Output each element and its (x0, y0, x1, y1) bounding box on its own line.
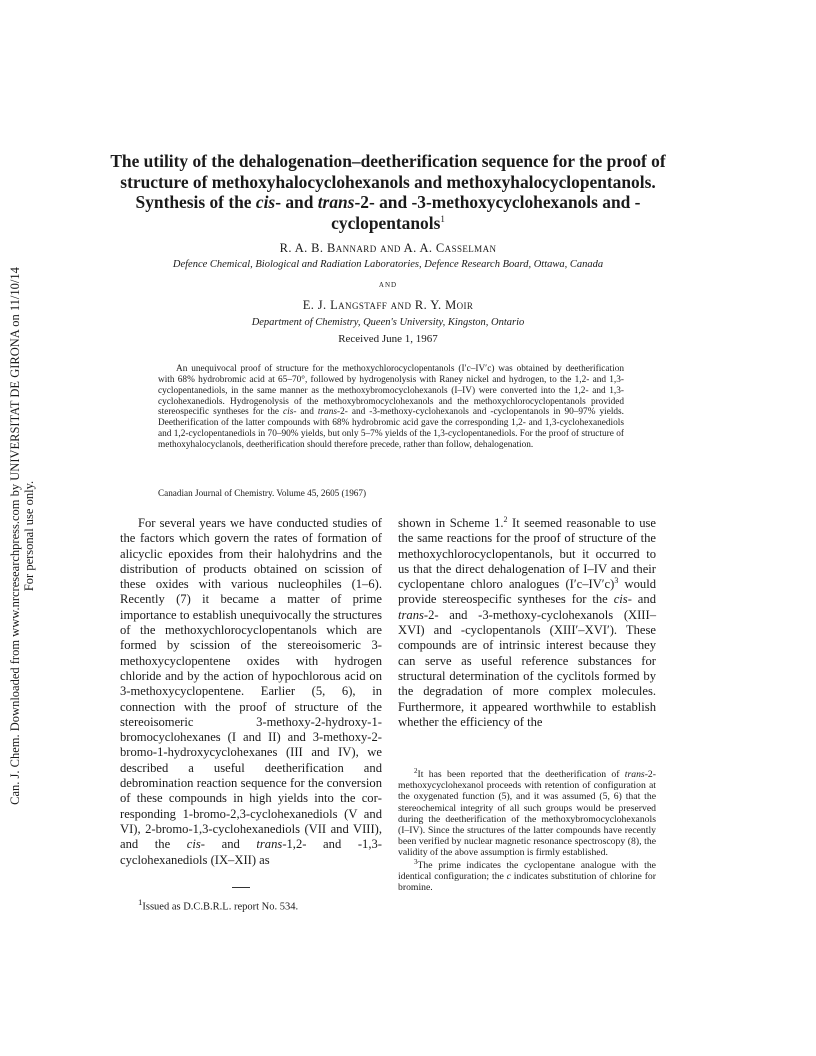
download-notice-line1: Can. J. Chem. Downloaded from www.nrcresearchpress.com by UNIVERSITAT DE GIRONA on 11/10/14 (8, 267, 22, 805)
abstract-text-2: - and (293, 407, 318, 418)
abstract-cis: cis (282, 407, 294, 418)
footnote-2 (398, 766, 656, 859)
journal-citation: Canadian Journal of Chemistry. Volume 45, 2605 (1967) (158, 488, 367, 498)
body-left-text-1: For several years we have conducted studies of the factors which govern the rates of formation of alicyclic epoxides from their halohydrins and the distribution of products obtained on scission of these oxides with various nucleophiles (1–6). Recently (7) it became a matter of prime importance to establish unequivocally the structures of the methoxychlorocyclopentanols which are formed by scission of the stereoisomeric 3-methoxycyclopentene oxides with hydrogen chloride and by the action of hypochlorous acid on 3-methoxycyclopentene. Earlier (5, 6), in connection with the proof of structure of the stereoisomeric 3-methoxy-2-hydroxy-1-bromocyclohexanes (I and II) and 3-methoxy-2-bromo-1-hydroxycyclohexanes (III and IV), we described a useful deetherification and debromination reaction sequence for the conversion of these compounds in high yields into the corresponding 1-bromo-2,3-cyclohexanediols (V and VI), 2-bromo-1,3-cyclohexanediols (VII and VIII), and the (120, 516, 382, 852)
footnote-1 (138, 897, 378, 913)
abstract-text-3: -2- and -3-methoxy-cyclohexanols and -cyclopentanols in 90–97% yields. Deetherification of the latter compounds with 68% hydrobromic acid gave the corresponding 1,2- and 1,3-cyclohexanediols and 1,2-cyclopentanediols in 70–90% yields, but only 5–7% yields of the 1,3-cyclopentanediols. For the proof of structure of methoxyhalocyclanols, deetherification should therefore precede, rather than follow, dehalogenation. (158, 407, 624, 450)
footnote-divider (232, 887, 250, 888)
footnote-3-mark: 3 (414, 857, 418, 866)
body-right-text-2: It seemed reasonable to use the same reactions for the proof of structure of the methoxychlorocyclopentanols, but it occurred to us that the direct dehalogenation of I–IV and their cyclopentane chloro analogues (I′c–IV′c) (398, 516, 656, 592)
abstract-trans: trans (317, 407, 337, 418)
authors-group-1: R. A. B. Bannard and A. A. Casselman (279, 241, 497, 255)
body-left-cis: cis (186, 837, 201, 852)
author-separator: and (378, 279, 398, 290)
affiliation-2: Department of Chemistry, Queen's University, Kingston, Ontario (251, 317, 525, 328)
footnote-2-mark: 2 (414, 766, 418, 775)
title-part3: -2- and -3-methoxycyclohexanols and -cyclopentanols (331, 192, 641, 233)
body-right-trans: trans (398, 607, 424, 622)
received-date: Received June 1, 1967 (338, 333, 438, 345)
title-part1: The utility of the dehalogenation–deetherification sequence for the proof of structure of methoxyhalocyclohexanols and methoxyhalocyclopentanols. Synthesis of the (110, 151, 666, 212)
abstract (158, 364, 624, 451)
title-cis: cis (255, 192, 276, 212)
body-right-cis: cis (613, 592, 628, 607)
footnote-3-text-b: indicates substitution of chlorine for bromine. (398, 870, 656, 894)
footnote-3 (398, 857, 656, 894)
body-right-text-3: would provide stereospecific syntheses for the (398, 577, 656, 607)
body-column-right (398, 516, 656, 730)
body-right-text-1: shown in Scheme 1. (398, 516, 504, 530)
body-paragraph-left (120, 516, 382, 868)
body-left-text-3: -1,2- and -1,3-cyclohexanediols (IX–XII) as (120, 837, 382, 867)
body-right-text-5: -2- and -3-methoxy-cyclohexanols (XIII–XVI) and -cyclopentanols (XIII′–XVI′). These compounds are of intrinsic interest because they can serve as useful reference substances for structural determination of the cyclitols formed by the degradation of more complex molecules. Furthermore, it appeared worthwhile to establish whether the efficiency of the (398, 607, 656, 729)
body-left-text-2: - and (200, 837, 257, 852)
footnote-ref-3: 3 (614, 576, 619, 585)
title-trans: trans (317, 192, 355, 212)
article-title (110, 151, 666, 233)
footnote-2-text-a: It has been reported that the deetherification of (417, 769, 625, 780)
footnotes-right (398, 766, 656, 894)
body-column-left (120, 516, 382, 868)
footnote-1-text: Issued as D.C.B.R.L. report No. 534. (142, 901, 299, 913)
body-paragraph-right (398, 516, 656, 730)
title-part2: - and (275, 192, 318, 212)
affiliation-1: Defence Chemical, Biological and Radiation Laboratories, Defence Research Board, Ottawa, Canada (172, 259, 604, 270)
body-right-text-4: - and (627, 592, 656, 607)
authors-group-2: E. J. Langstaff and R. Y. Moir (302, 298, 474, 312)
download-notice-line2: For personal use only. (22, 480, 36, 592)
footnote-1-mark: 1 (138, 897, 143, 907)
title-footnote-mark: 1 (440, 213, 445, 224)
footnote-2-text-b: -2-methoxycyclohexanol proceeds with retention of configuration at the oxygenated function (5), and it was assumed (5, 6) that the stereochemical integrity of all such groups would be preserved during the deetherification of the methoxybromocyclohexanols (I–IV). Since the structures of the latter compounds have recently been verified by nuclear magnetic resonance spectroscopy (8), the validity of the above assumption is firmly established. (398, 769, 656, 859)
footnote-3-c: c (506, 870, 511, 882)
footnote-3-text-a: The prime indicates the cyclopentane analogue with the identical configuration; the (398, 859, 656, 882)
download-notice (2, 236, 42, 836)
body-left-trans: trans (256, 837, 283, 852)
abstract-text-1: An unequivocal proof of structure for the methoxychlorocyclopentanols (I′c–IV′c) was obtained by deetherification with 68% hydrobromic acid at 65–70°, followed by hydrogenolysis with Raney nickel and hydrogen, to the 1,2- and 1,3-cyclopentanediols, in the same manner as the methoxybromocyclohexanols (I–IV) were converted into the 1,2- and 1,3-cyclohexanediols. Hydrogenolysis of the methoxybromocyclohexanols and the methoxychlorocyclopentanols provided stereospecific syntheses for the (158, 364, 624, 418)
footnote-ref-2: 2 (503, 514, 508, 524)
footnote-2-trans: trans (624, 769, 645, 780)
